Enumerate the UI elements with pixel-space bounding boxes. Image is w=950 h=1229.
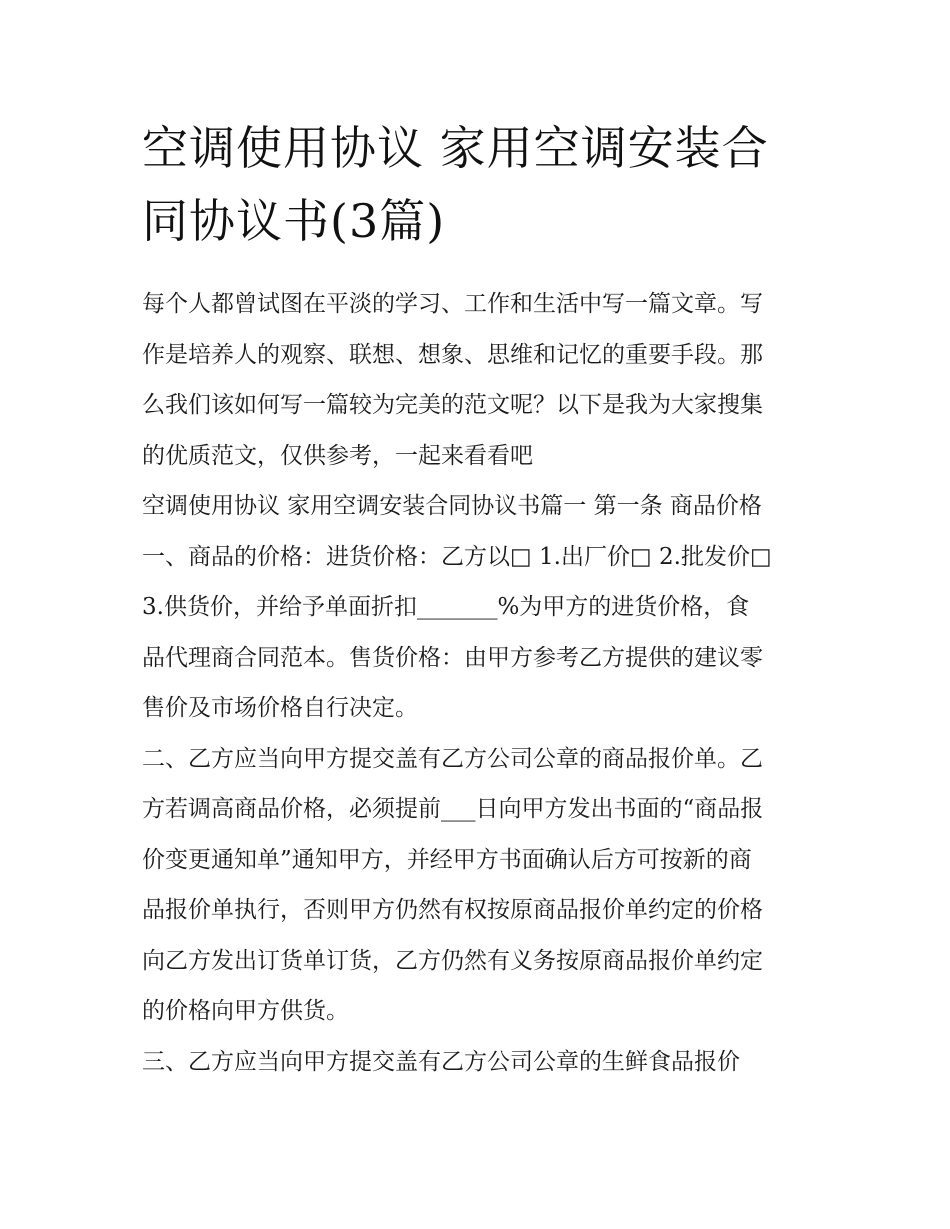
body-line: 品代理商合同范本。售货价格：由甲方参考乙方提供的建议零 <box>142 644 763 671</box>
body-line: 二、乙方应当向甲方提交盖有乙方公司公章的商品报价单。乙 <box>142 745 763 772</box>
body-line: 一、商品的价格：进货价格：乙方以□ 1.出厂价□ 2.批发价□ <box>142 543 772 570</box>
body-line: 价变更通知单”通知甲方，并经甲方书面确认后方可按新的商 <box>142 846 752 873</box>
body-line: 作是培养人的观察、联想、想象、思维和记忆的重要手段。那 <box>142 341 763 368</box>
body-line: 品报价单执行，否则甲方仍然有权按原商品报价单约定的价格 <box>142 897 763 923</box>
body-line: 向乙方发出订货单订货，乙方仍然有义务按原商品报价单约定 <box>142 947 763 974</box>
body-line: 3.供货价，并给予单面折扣_______%为甲方的进货价格，食 <box>142 594 750 620</box>
body-line: 的价格向甲方供货。 <box>142 998 349 1024</box>
document-title <box>142 112 822 258</box>
body-line: 三、乙方应当向甲方提交盖有乙方公司公章的生鲜食品报价 <box>142 1048 740 1075</box>
body-line: 售价及市场价格自行决定。 <box>142 695 418 721</box>
body-line: 空调使用协议 家用空调安装合同协议书篇一 第一条 商品价格 <box>142 493 762 519</box>
document-body <box>142 279 822 1087</box>
body-line: 每个人都曾试图在平淡的学习、工作和生活中写一篇文章。写 <box>142 291 763 317</box>
title-line-1: 空调使用协议 家用空调安装合 <box>142 121 769 175</box>
body-line: 的优质范文，仅供参考，一起来看看吧 <box>142 442 533 469</box>
title-line-2: 同协议书(3篇) <box>142 194 446 248</box>
body-line: 么我们该如何写一篇较为完美的范文呢？以下是我为大家搜集 <box>142 392 763 418</box>
body-line: 方若调高商品价格，必须提前___日向甲方发出书面的“商品报 <box>142 796 764 822</box>
